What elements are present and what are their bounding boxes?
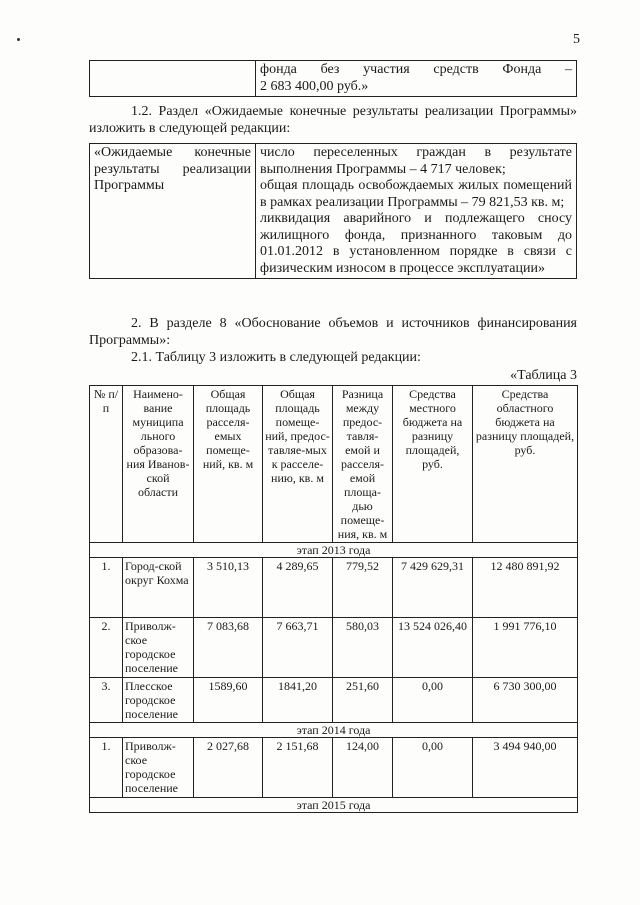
cell-area-resettled: 7 083,68 bbox=[194, 618, 263, 678]
table-caption: «Таблица 3 bbox=[510, 368, 577, 383]
cell-difference: 124,00 bbox=[333, 738, 393, 798]
cell-difference: 580,03 bbox=[333, 618, 393, 678]
cell-local-budget: 7 429 629,31 bbox=[393, 558, 473, 618]
top-table-line2: 2 683 400,00 руб.» bbox=[260, 78, 369, 94]
header-cell: Средства местного бюджета на разницу площадей, руб. bbox=[393, 386, 473, 543]
header-row bbox=[90, 386, 578, 543]
cell-municipality: Приволж-ское городское поселение bbox=[123, 618, 194, 678]
results-line: общая площадь освобождаемых жилых помещений в рамках реализации Программы – 79 821,53 кв. м; bbox=[260, 178, 572, 210]
cell-area-provided: 2 151,68 bbox=[263, 738, 333, 798]
cell-local-budget: 0,00 bbox=[393, 678, 473, 723]
cell-area-resettled: 1589,60 bbox=[194, 678, 263, 723]
cell-number: 1. bbox=[90, 738, 123, 798]
cell-area-provided: 4 289,65 bbox=[263, 558, 333, 618]
results-right bbox=[256, 144, 577, 279]
cell-municipality: Плесское городское поселение bbox=[123, 678, 194, 723]
cell-area-provided: 1841,20 bbox=[263, 678, 333, 723]
paragraph-2: 2. В разделе 8 «Обоснование объемов и источников финансирования Программы»: bbox=[89, 316, 577, 348]
cell-area-resettled: 2 027,68 bbox=[194, 738, 263, 798]
cell-number: 1. bbox=[90, 558, 123, 618]
cell-number: 3. bbox=[90, 678, 123, 723]
cell-municipality: Город-ской округ Кохма bbox=[123, 558, 194, 618]
main-table bbox=[89, 385, 578, 813]
cell-area-provided: 7 663,71 bbox=[263, 618, 333, 678]
top-table-line1: фонда без участия средств Фонда – bbox=[260, 62, 572, 77]
header-cell: Наимено-вание муниципа льного образова-ния Иванов-ской области bbox=[123, 386, 194, 543]
top-table-right bbox=[256, 61, 577, 97]
results-line: ликвидация аварийного и подлежащего сносу жилищного фонда, признанного таковым до 01.01.2012 в установленном порядке в связи с физическим износом в процессе эксплуатации» bbox=[260, 211, 572, 276]
cell-regional-budget: 6 730 300,00 bbox=[473, 678, 578, 723]
cell-regional-budget: 3 494 940,00 bbox=[473, 738, 578, 798]
table-row bbox=[90, 618, 578, 678]
paragraph-2-1: 2.1. Таблицу 3 изложить в следующей редакции: bbox=[131, 350, 421, 365]
top-table bbox=[89, 60, 577, 97]
cell-regional-budget: 1 991 776,10 bbox=[473, 618, 578, 678]
stage-2015: этап 2015 года bbox=[90, 798, 578, 813]
results-left: «Ожидаемые конечные результаты реализации Программы bbox=[90, 144, 256, 279]
header-cell: Общая площадь расселя-емых помеще-ний, кв. м bbox=[194, 386, 263, 543]
paragraph-1-2: 1.2. Раздел «Ожидаемые конечные результаты реализации Программы» изложить в следующей редакции: bbox=[89, 104, 577, 136]
page-number: 5 bbox=[573, 32, 580, 47]
top-table-left bbox=[90, 61, 256, 97]
stage-2013: этап 2013 года bbox=[90, 543, 578, 558]
stage-2014: этап 2014 года bbox=[90, 723, 578, 738]
cell-regional-budget: 12 480 891,92 bbox=[473, 558, 578, 618]
cell-area-resettled: 3 510,13 bbox=[194, 558, 263, 618]
cell-difference: 779,52 bbox=[333, 558, 393, 618]
scan-dot bbox=[17, 38, 20, 41]
table-row bbox=[90, 678, 578, 723]
cell-local-budget: 13 524 026,40 bbox=[393, 618, 473, 678]
header-cell: Разница между предос-тавля-емой и расселя-емой площа-дью помеще-ния, кв. м bbox=[333, 386, 393, 543]
results-table bbox=[89, 143, 577, 279]
cell-local-budget: 0,00 bbox=[393, 738, 473, 798]
header-cell: № п/п bbox=[90, 386, 123, 543]
table-row bbox=[90, 738, 578, 798]
cell-difference: 251,60 bbox=[333, 678, 393, 723]
results-line: число переселенных граждан в результате выполнения Программы – 4 717 человек; bbox=[260, 145, 572, 177]
cell-number: 2. bbox=[90, 618, 123, 678]
header-cell: Общая площадь помеще-ний, предос-тавляе-мых к расселе-нию, кв. м bbox=[263, 386, 333, 543]
table-row bbox=[90, 558, 578, 618]
cell-municipality: Приволж-ское городское поселение bbox=[123, 738, 194, 798]
header-cell: Средства областного бюджета на разницу площадей, руб. bbox=[473, 386, 578, 543]
